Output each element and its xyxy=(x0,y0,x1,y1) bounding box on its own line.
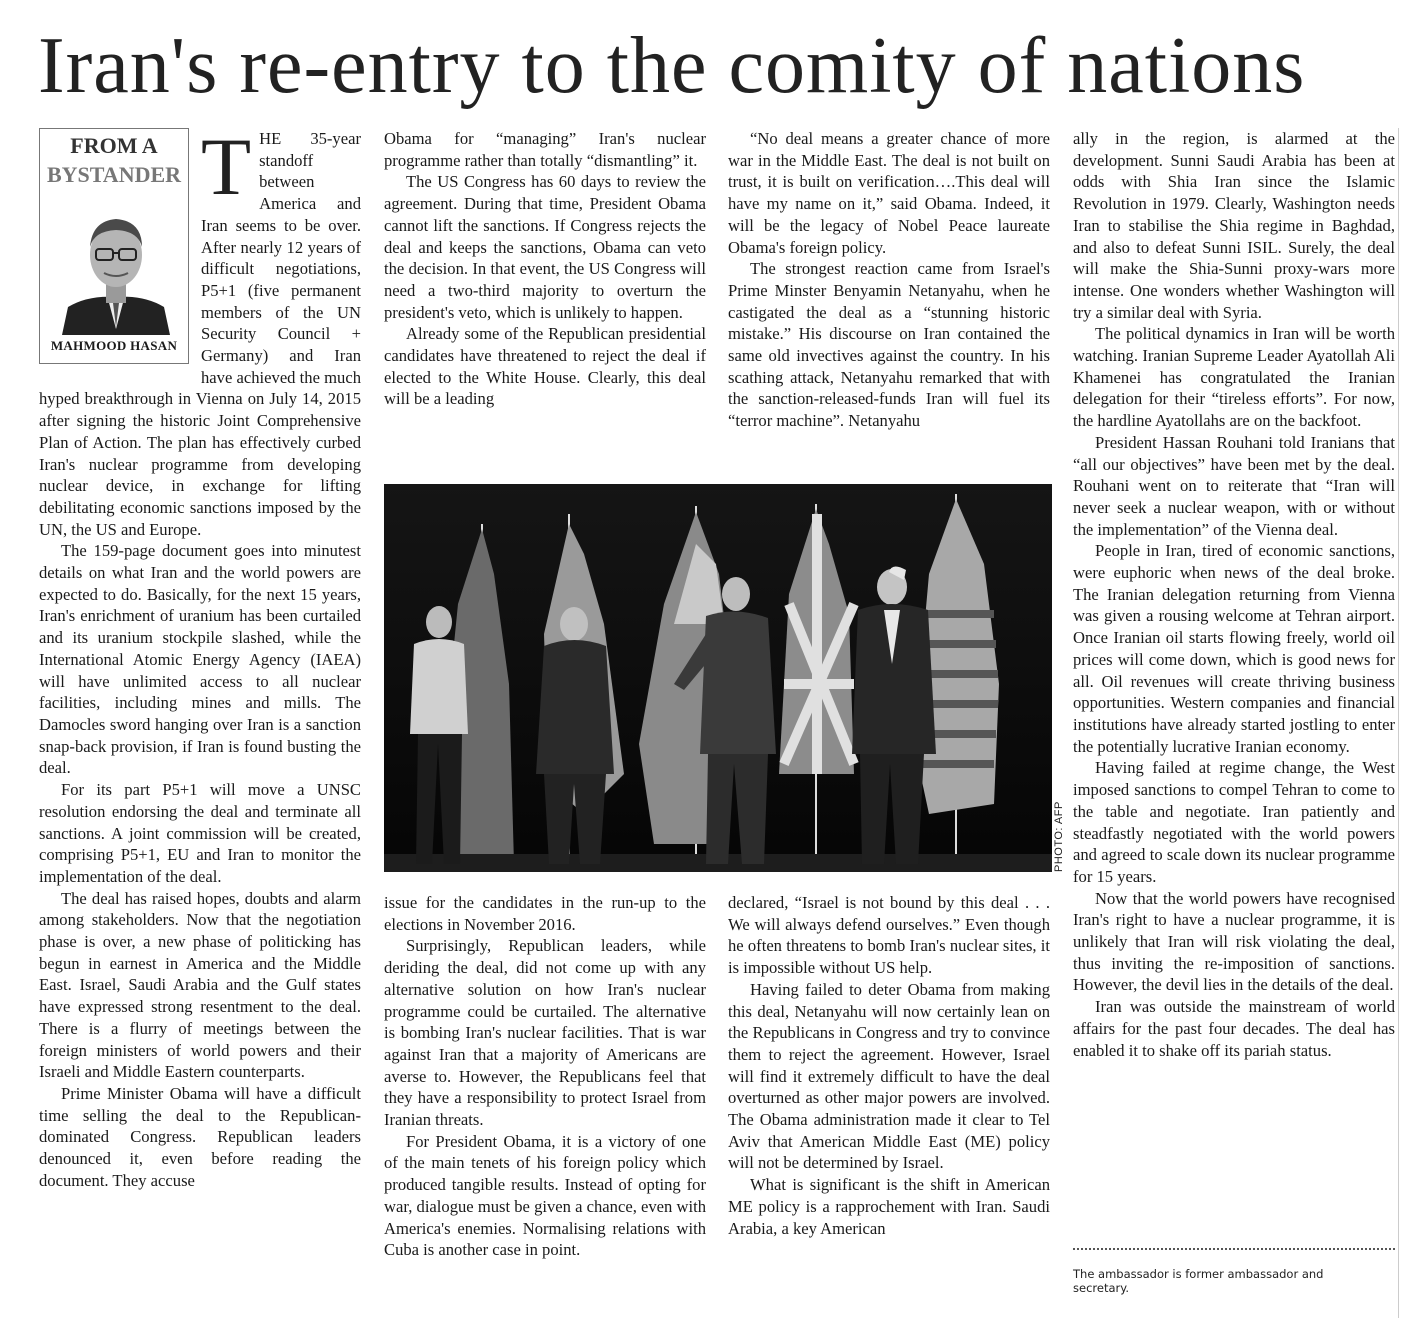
paragraph: Prime Minister Obama will have a difficult time selling the deal to the Republican-dominated Congress. Republican leaders denounced it, even before reading the document. They accuse xyxy=(39,1083,361,1190)
paragraph: Having failed to deter Obama from making this deal, Netanyahu will now certainly lean on the Republicans in Congress and try to convince them to reject the agreement. However, Israel will find it extremely difficult to have the deal overturned as other major powers are involved. The Obama administration made it clear to Tel Aviv that American Middle East (ME) policy will not be determined by Israel. xyxy=(728,979,1050,1173)
column-label-line2: BYSTANDER xyxy=(46,162,182,187)
paragraph: Already some of the Republican presidential candidates have threatened to reject the deal if elected to the White House. Clearly, this deal will be a leading xyxy=(384,324,706,409)
columnist-box xyxy=(39,128,189,364)
article-column-4 xyxy=(1073,128,1395,1061)
headline: Iran's re-entry to the comity of nations xyxy=(38,22,1306,110)
paragraph: Obama for “managing” Iran's nuclear programme rather than totally “dismantling” it. xyxy=(384,129,706,170)
paragraph: Surprisingly, Republican leaders, while deriding the deal, did not come up with any alternative solution on how Iran's nuclear programme could be curtailed. The alternative is bombing Iran's nuclear facilities. That is war against Iran that a majority of Americans are averse to. However, the Republicans feel that they have a responsibility to protect Israel from Iranian threats. xyxy=(384,936,706,1130)
paragraph: Now that the world powers have recognised Iran's right to have a nuclear programme, it is unlikely that Iran will risk violating the deal, thus inviting the re-imposition of sanctions. However, the devil lies in the details of the deal. xyxy=(1073,888,1395,995)
article-column-1 xyxy=(39,121,361,1191)
paragraph: President Hassan Rouhani told Iranians that “all our objectives” have been met by the deal. Rouhani went on to reiterate that “Iran will never seek a nuclear weapon, with or without the implementation” of the Vienna deal. xyxy=(1073,432,1395,539)
paragraph: The 159-page document goes into minutest details on what Iran and the world powers are expected to do. Basically, for the next 15 years, Iran's enrichment of uranium has been curtailed and its uranium stockpile slashed, while the International Atomic Energy Agency (IAEA) will have unlimited access to all nuclear facilities, including mines and mills. The Damocles sword hanging over Iran is a sanction snap-back provision, if Iran is found busting the deal. xyxy=(39,541,361,778)
footnote-divider xyxy=(1073,1248,1395,1250)
column-label-line1: FROM A xyxy=(70,133,158,158)
paragraph: For President Obama, it is a victory of one of the main tenets of his foreign policy which produced tangible results. Instead of opting for war, dialogue must be given a chance, even with America's enemies. Normalising relations with Cuba is another case in point. xyxy=(384,1131,706,1260)
paragraph: What is significant is the shift in American ME policy is a rapprochement with Iran. Saudi Arabia, a key American xyxy=(728,1175,1050,1238)
article-column-3-top xyxy=(728,128,1050,432)
page-edge-rule xyxy=(1398,128,1399,1318)
dropcap: T xyxy=(201,121,252,212)
paragraph: The deal has raised hopes, doubts and alarm among stakeholders. Now that the negotiation phase is over, a new phase of politicking has begun in earnest in America and the Middle East. Israel, Saudi Arabia and the Gulf states have expressed strong resentment to the deal. There is a flurry of meetings between the foreign ministers of world powers and their Israeli and Middle Eastern counterparts. xyxy=(39,888,361,1082)
paragraph: ally in the region, is alarmed at the development. Sunni Saudi Arabia has been at odds with Shia Iran since the Islamic Revolution in 1979. Clearly, Washington needs Iran to stabilise the Shia regime in Baghdad, and also to defeat Sunni ISIL. Surely, the deal will make the Shia-Sunni proxy-wars more intense. One wonders whether Washington will try a similar deal with Syria. xyxy=(1073,129,1395,322)
news-photo xyxy=(384,484,1052,872)
paragraph: issue for the candidates in the run-up to the elections in November 2016. xyxy=(384,893,706,934)
paragraph: HE 35-year standoff between America and Iran seems to be over. After nearly 12 years of difficult negotiations, P5+1 (five permanent members of the UN Security Council + Germany) and Iran have achieved the much hyped breakthrough in Vienna on July 14, 2015 after signing the historic Joint Comprehensive Plan of Action. The plan has effectively curbed Iran's nuclear programme from developing nuclear device, in exchange for lifting debilitating economic sanctions imposed by the UN, the US and Europe. xyxy=(39,129,361,539)
paragraph: For its part P5+1 will move a UNSC resolution endorsing the deal and terminate all sanctions. A joint commission will be created, comprising P5+1, EU and Iran to monitor the implementation of the deal. xyxy=(39,780,361,886)
author-footnote: The ambassador is former ambassador and secretary. xyxy=(1073,1267,1324,1295)
paragraph: declared, “Israel is not bound by this deal . . . We will always defend ourselves.” Even though he often threatens to bomb Iran's nuclear sites, it is impossible without US help. xyxy=(728,893,1050,978)
paragraph: Iran was outside the mainstream of world affairs for the past four decades. The deal has enabled it to shake off its pariah status. xyxy=(1073,997,1395,1060)
article-column-3-bottom xyxy=(728,892,1050,1239)
paragraph: Having failed at regime change, the West imposed sanctions to compel Tehran to come to the table and negotiate. Iran patiently and steadfastly negotiated with the world powers and agreed to scale down its nuclear programme for 15 years. xyxy=(1073,758,1395,886)
article-column-2-top xyxy=(384,128,706,410)
paragraph: The political dynamics in Iran will be worth watching. Iranian Supreme Leader Ayatollah Ali Khamenei has congratulated the Iranian delegation for their “tireless efforts”. For now, the hardline Ayatollahs are on the backfoot. xyxy=(1073,324,1395,431)
author-portrait xyxy=(58,203,174,335)
paragraph: “No deal means a greater chance of more war in the Middle East. The deal is not built on trust, it is built on verification….This deal will have my name on it,” said Obama. Indeed, it will be the legacy of Nobel Peace laureate Obama's foreign policy. xyxy=(728,129,1050,257)
author-name: MAHMOOD HASAN xyxy=(50,338,178,354)
article-column-2-bottom xyxy=(384,892,706,1261)
paragraph: People in Iran, tired of economic sanctions, were euphoric when news of the deal broke. The Iranian delegation returning from Vienna was given a rousing welcome at Tehran airport. Once Iranian oil starts flowing freely, world oil prices will come down, which is good news for all. Oil revenues will create thriving business opportunities. Western companies and financial institutions have already started jostling to enter the potentially lucrative Iranian economy. xyxy=(1073,541,1395,756)
photo-credit: PHOTO: AFP xyxy=(1053,801,1065,872)
paragraph: The strongest reaction came from Israel's Prime Minster Benyamin Netanyahu, when he castigated the deal as a “stunning historic mistake.” His discourse on Iran contained the same old invectives against the country. In his scathing attack, Netanyahu remarked that with the sanction-released-funds Iran will fuel its “terror machine”. Netanyahu xyxy=(728,259,1050,431)
paragraph: The US Congress has 60 days to review the agreement. During that time, President Obama cannot lift the sanctions. If Congress rejects the deal and keeps the sanctions, Obama can veto the decision. In that event, the US Congress will need a two-third majority to overturn the president's veto, which is unlikely to happen. xyxy=(384,172,706,322)
photo-illustration xyxy=(384,484,1052,872)
